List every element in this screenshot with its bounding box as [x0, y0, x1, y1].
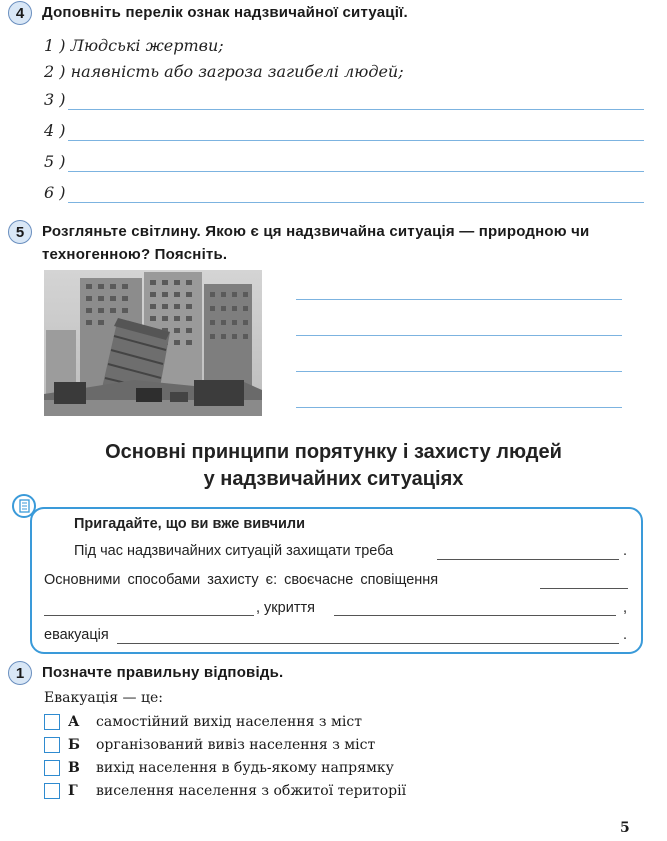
task-5-answer-line-2[interactable] — [296, 335, 622, 336]
recall-line-3-mid: , укриття — [256, 600, 315, 616]
recall-fill-method-2[interactable] — [44, 615, 254, 616]
task-4-answer-6[interactable] — [44, 183, 644, 205]
choice-c-checkbox[interactable] — [44, 760, 60, 776]
recall-line-1-text: Під час надзвичайних ситуацій захищати треба — [74, 543, 394, 559]
choice-c-letter: В — [68, 760, 80, 776]
choice-b-checkbox[interactable] — [44, 737, 60, 753]
choice-a-text: самостійний вихід населення з міст — [96, 714, 362, 730]
section-heading-line2: у надзвичайних ситуаціях — [203, 468, 464, 490]
recall-line-4-end: . — [623, 627, 628, 643]
task-5-title-line2: техногенною? Поясніть. — [42, 246, 228, 263]
task-4-answer-6-label: 6 ) — [44, 183, 66, 202]
recall-line-2-text: Основними способами захисту є: своєчасне сповіщення — [44, 572, 439, 588]
task-5-number-badge: 5 — [8, 220, 32, 244]
task-4-answer-5[interactable] — [44, 152, 644, 174]
task-4-answer-4[interactable] — [44, 121, 644, 143]
task-5-title-line1: Розгляньте світлину. Якою є ця надзвичайна ситуація — природною чи — [42, 223, 590, 240]
recall-title: Пригадайте, що ви вже вивчили — [74, 516, 306, 532]
task-4-answer-4-line[interactable] — [68, 140, 644, 141]
task-1-question: Евакуація — це: — [44, 690, 163, 706]
task-4-title: Доповніть перелік ознак надзвичайної ситуації. — [42, 4, 408, 21]
recall-fill-protect[interactable] — [437, 559, 619, 560]
choice-b-text: організований вивіз населення з міст — [96, 737, 376, 753]
section-heading-line1: Основні принципи порятунку і захисту людей — [105, 441, 562, 463]
task-4-answer-6-line[interactable] — [68, 202, 644, 203]
choice-d-text: виселення населення з обжитої території — [96, 783, 407, 799]
task-4-item-1: 1 ) Людські жертви; — [44, 36, 224, 55]
task-1-number-badge: 1 — [8, 661, 32, 685]
recall-fill-evacuation[interactable] — [117, 643, 619, 644]
task-4-answer-4-label: 4 ) — [44, 121, 66, 140]
recall-fill-shelter[interactable] — [334, 615, 616, 616]
recall-line-3-end: , — [623, 600, 628, 616]
recall-line-1-end: . — [623, 543, 628, 559]
notebook-icon — [12, 494, 36, 518]
choice-c-text: вихід населення в будь-якому напрямку — [96, 760, 394, 776]
task-5-answer-line-4[interactable] — [296, 407, 622, 408]
task-4-answer-3-label: 3 ) — [44, 90, 66, 109]
choice-d-letter: Г — [68, 783, 78, 799]
choice-b-letter: Б — [68, 737, 80, 753]
recall-fill-notification[interactable] — [540, 588, 628, 589]
choice-a-letter: А — [68, 714, 80, 730]
choice-d-checkbox[interactable] — [44, 783, 60, 799]
task-4-number-badge: 4 — [8, 1, 32, 25]
task-4-item-2: 2 ) наявність або загроза загибелі людей; — [44, 62, 404, 81]
page-number: 5 — [620, 820, 630, 836]
task-4-answer-3-line[interactable] — [68, 109, 644, 110]
task-5-answer-line-3[interactable] — [296, 371, 622, 372]
task-4-answer-5-label: 5 ) — [44, 152, 66, 171]
choice-a-checkbox[interactable] — [44, 714, 60, 730]
task-4-answer-5-line[interactable] — [68, 171, 644, 172]
collapsed-building-photo — [44, 270, 262, 416]
task-4-answer-3[interactable] — [44, 90, 644, 112]
recall-line-4-text: евакуація — [44, 627, 109, 643]
task-5-answer-line-1[interactable] — [296, 299, 622, 300]
task-1-title: Позначте правильну відповідь. — [42, 664, 284, 681]
